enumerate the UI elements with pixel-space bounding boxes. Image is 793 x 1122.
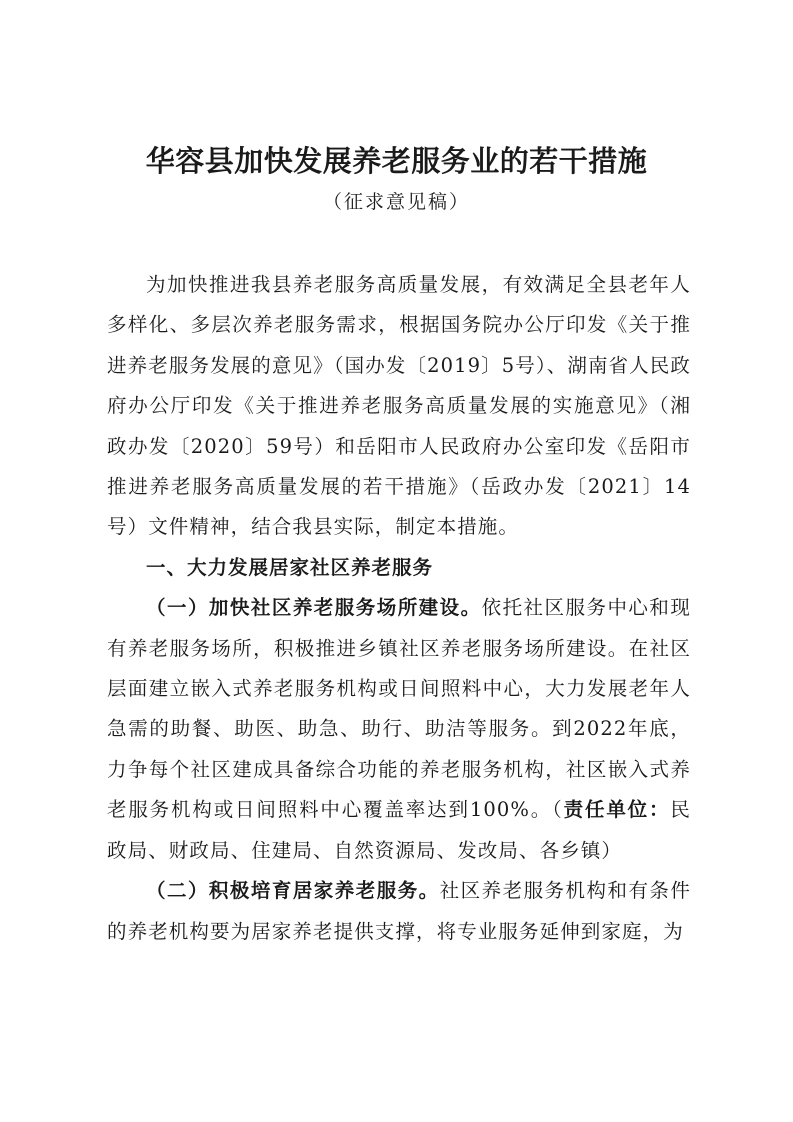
document-body — [107, 265, 691, 952]
item-1-responsibility-units: 民政局、财政局、住建局、自然资源局、发改局、各乡镇） — [107, 798, 691, 862]
intro-paragraph: 为加快推进我县养老服务高质量发展，有效满足全县老年人多样化、多层次养老服务需求，根据国务院办公厅印发《关于推进养老服务发展的意见》（国办发〔2019〕5号）、湖南省人民政府办公厅印发《关于推进养老服务高质量发展的实施意见》（湘政办发〔2020〕59号）和岳阳市人民政府办公室印发《岳阳市推进养老服务高质量发展的若干措施》（岳政办发〔2021〕14号）文件精神，结合我县实际，制定本措施。 — [107, 273, 691, 539]
document-title: 华容县加快发展养老服务业的若干措施 — [145, 144, 648, 178]
item-2-lead: （二）积极培育居家养老服务。 — [146, 879, 440, 903]
document-subtitle: （征求意见稿） — [322, 191, 470, 213]
section-1-item-1 — [107, 588, 691, 871]
item-2-text: 社区养老服务机构和有条件的养老机构要为居家养老提供支撑，将专业服务延伸到家庭，为 — [107, 879, 692, 943]
section-1-heading: 一、大力发展居家社区养老服务 — [146, 555, 434, 579]
section-1-item-2 — [107, 871, 691, 952]
item-1-text: 依托社区服务中心和现有养老服务场所，积极推进乡镇社区养老服务场所建设。在社区层面建立嵌入式养老服务机构或日间照料中心，大力发展老年人急需的助餐、助医、助急、助行、助洁等服务。到2022年底，力争每个社区建成具备综合功能的养老服务机构，社区嵌入式养老服务机构或日间照料中心覆盖率达到100%。（ — [107, 596, 691, 822]
item-1-lead: （一）加快社区养老服务场所建设。 — [146, 596, 482, 620]
item-1-responsibility-label: 责任单位： — [563, 798, 671, 822]
